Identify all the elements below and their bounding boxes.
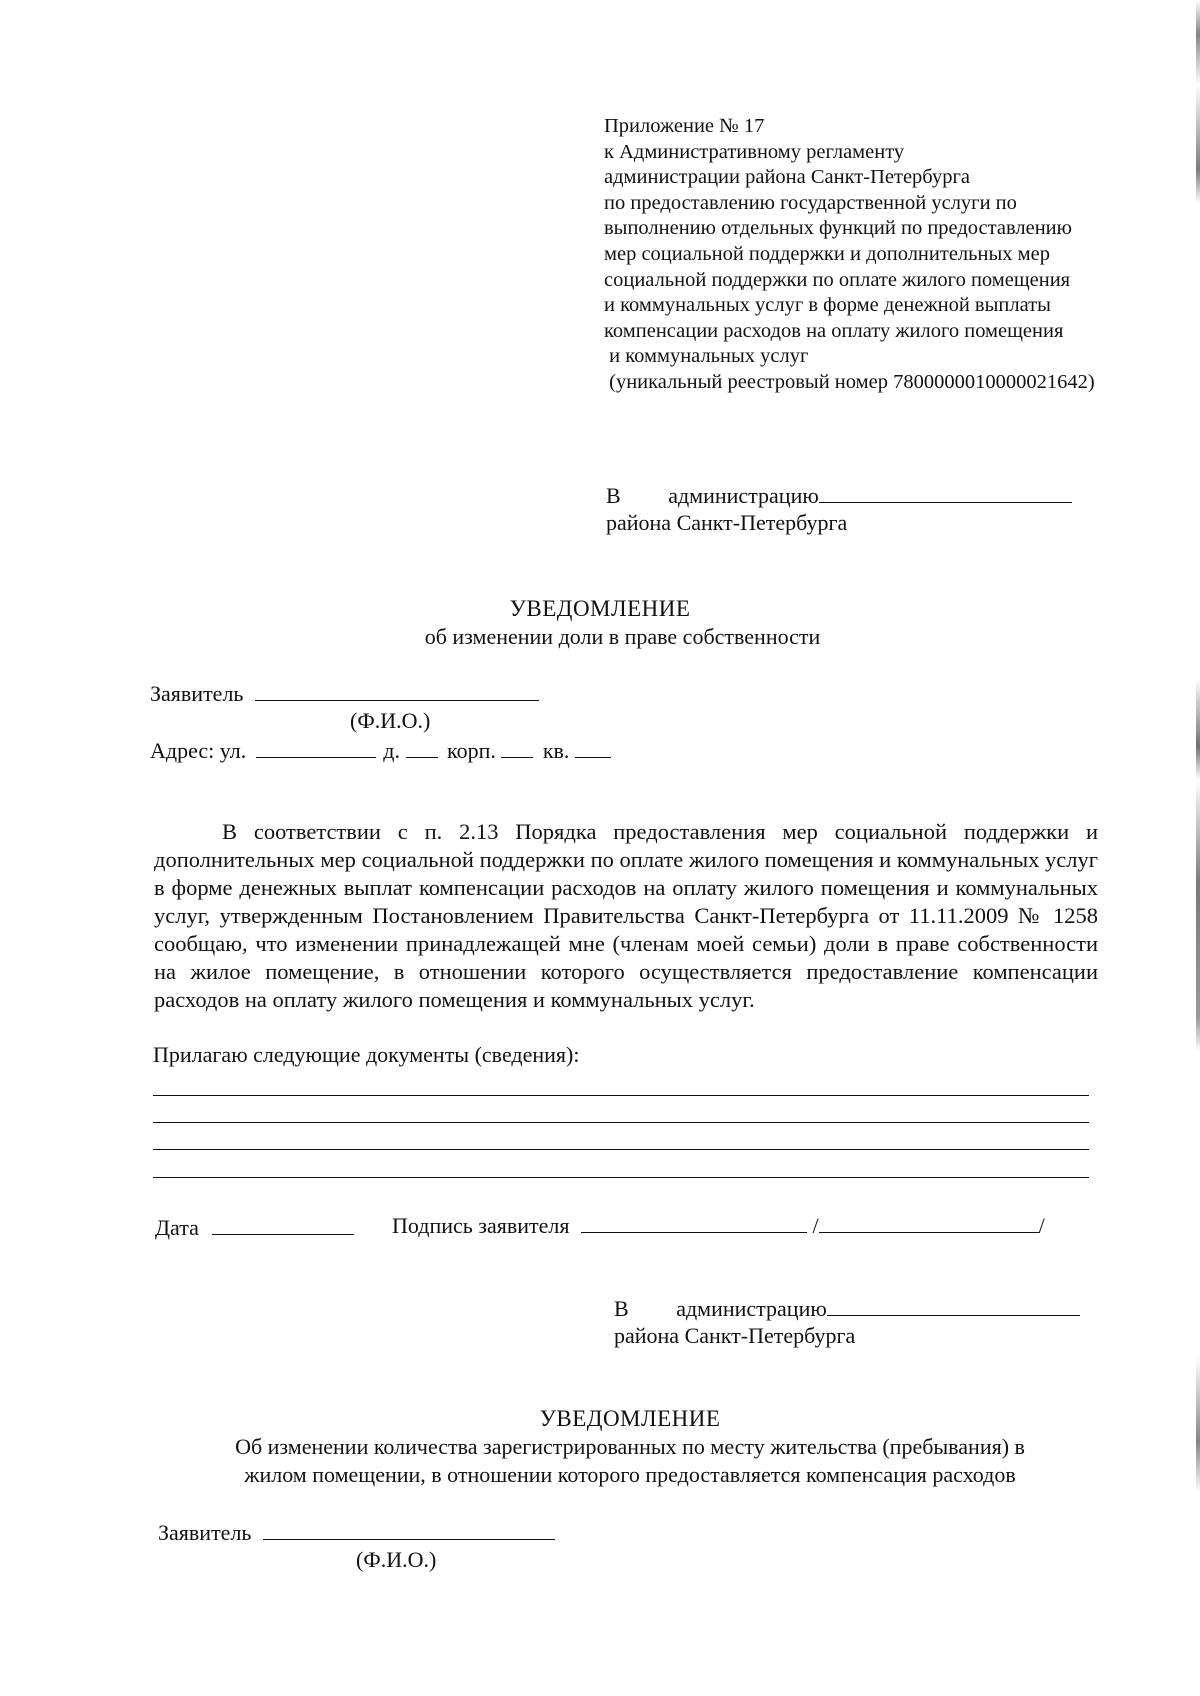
signature-field[interactable]	[581, 1212, 807, 1233]
annex-line: к Административному регламенту	[604, 140, 905, 163]
annex-line: и коммунальных услуг	[604, 345, 809, 368]
street-field[interactable]	[256, 737, 376, 758]
notice-subtitle: об изменении доли в праве собственности	[424, 624, 821, 649]
slash-separator: /	[1038, 1213, 1045, 1238]
fio-caption: (Ф.И.О.)	[356, 1547, 437, 1572]
applicant-name-field[interactable]	[263, 1519, 555, 1540]
applicant-label: Заявитель	[150, 681, 244, 706]
date-label: Дата	[155, 1215, 199, 1240]
korp-label: корп.	[447, 738, 496, 763]
administration-name-field[interactable]	[827, 1295, 1080, 1316]
address-label: Адрес: ул.	[150, 738, 247, 763]
notice-subtitle-line2: жилом помещении, в отношении которого предоставляется компенсация расходов	[244, 1462, 1016, 1487]
attachment-line-4[interactable]	[153, 1177, 1089, 1178]
annex-header	[604, 113, 1095, 395]
annex-line: (уникальный реестровый номер 7800000010000021642)	[604, 370, 1095, 393]
addressee-prefix: В	[614, 1296, 629, 1321]
applicant-name-field[interactable]	[255, 680, 539, 701]
attach-label: Прилагаю следующие документы (сведения):	[153, 1042, 580, 1067]
addressee-line2: района Санкт-Петербурга	[606, 510, 848, 535]
addressee-prefix: В	[606, 483, 621, 508]
addressee-word: администрацию	[668, 483, 819, 508]
slash-separator: /	[812, 1213, 819, 1238]
annex-line: выполнению отдельных функций по предоставлению	[604, 217, 1072, 240]
notice-title: УВЕДОМЛЕНИЕ	[509, 596, 691, 621]
kv-label: кв.	[542, 738, 570, 763]
addressee-word: администрацию	[676, 1296, 827, 1321]
annex-line: социальной поддержки по оплате жилого помещения	[604, 268, 1071, 291]
administration-name-field[interactable]	[819, 482, 1072, 503]
attachment-line-3[interactable]	[153, 1149, 1089, 1150]
fio-caption: (Ф.И.О.)	[350, 708, 431, 733]
notice-subtitle-line1: Об изменении количества зарегистрированных по месту жительства (пребывания) в	[235, 1434, 1025, 1459]
annex-line: и коммунальных услуг в форме денежной выплаты	[604, 294, 1051, 317]
date-field[interactable]	[212, 1214, 354, 1235]
applicant-label: Заявитель	[158, 1520, 252, 1545]
attachment-line-1[interactable]	[153, 1095, 1089, 1096]
annex-line: по предоставлению государственной услуги по	[604, 191, 1017, 214]
signature-label: Подпись заявителя	[392, 1213, 570, 1238]
korp-field[interactable]	[501, 737, 533, 758]
notice-title: УВЕДОМЛЕНИЕ	[539, 1406, 721, 1431]
kv-field[interactable]	[575, 737, 611, 758]
signature-decoding-field[interactable]	[819, 1212, 1039, 1233]
notice-body: В соответствии с п. 2.13 Порядка предоставления мер социальной поддержки и дополнительных мер социальной поддержки по оплате жилого помещения и коммунальных услуг в форме денежных выплат компенсации расходов на оплату жилого помещения и коммунальных услуг, утвержденным Постановлением Правительства Санкт-Петербурга от 11.11.2009 № 1258 сообщаю, что изменении принадлежащей мне (членам моей семьи) доли в праве собственности на жилое помещение, в отношении которого осуществляется предоставление компенсации расходов на оплату жилого помещения и коммунальных услуг.	[154, 819, 1098, 1012]
addressee-line2: района Санкт-Петербурга	[614, 1323, 856, 1348]
annex-line: компенсации расходов на оплату жилого помещения	[604, 319, 1064, 342]
attachment-line-2[interactable]	[153, 1122, 1089, 1123]
applicant-row	[158, 1519, 555, 1547]
annex-line: Приложение № 17	[604, 115, 765, 137]
signature-row	[392, 1212, 1045, 1240]
addressee-block-2	[614, 1295, 1080, 1323]
annex-line: администрации района Санкт-Петербурга	[604, 166, 970, 189]
house-field[interactable]	[406, 737, 438, 758]
applicant-row	[150, 680, 539, 708]
addressee-block-1	[606, 482, 1072, 510]
address-row	[150, 737, 611, 765]
house-label: д.	[383, 738, 400, 763]
annex-line: мер социальной поддержки и дополнительных мер	[604, 242, 1050, 265]
date-row	[155, 1214, 354, 1242]
